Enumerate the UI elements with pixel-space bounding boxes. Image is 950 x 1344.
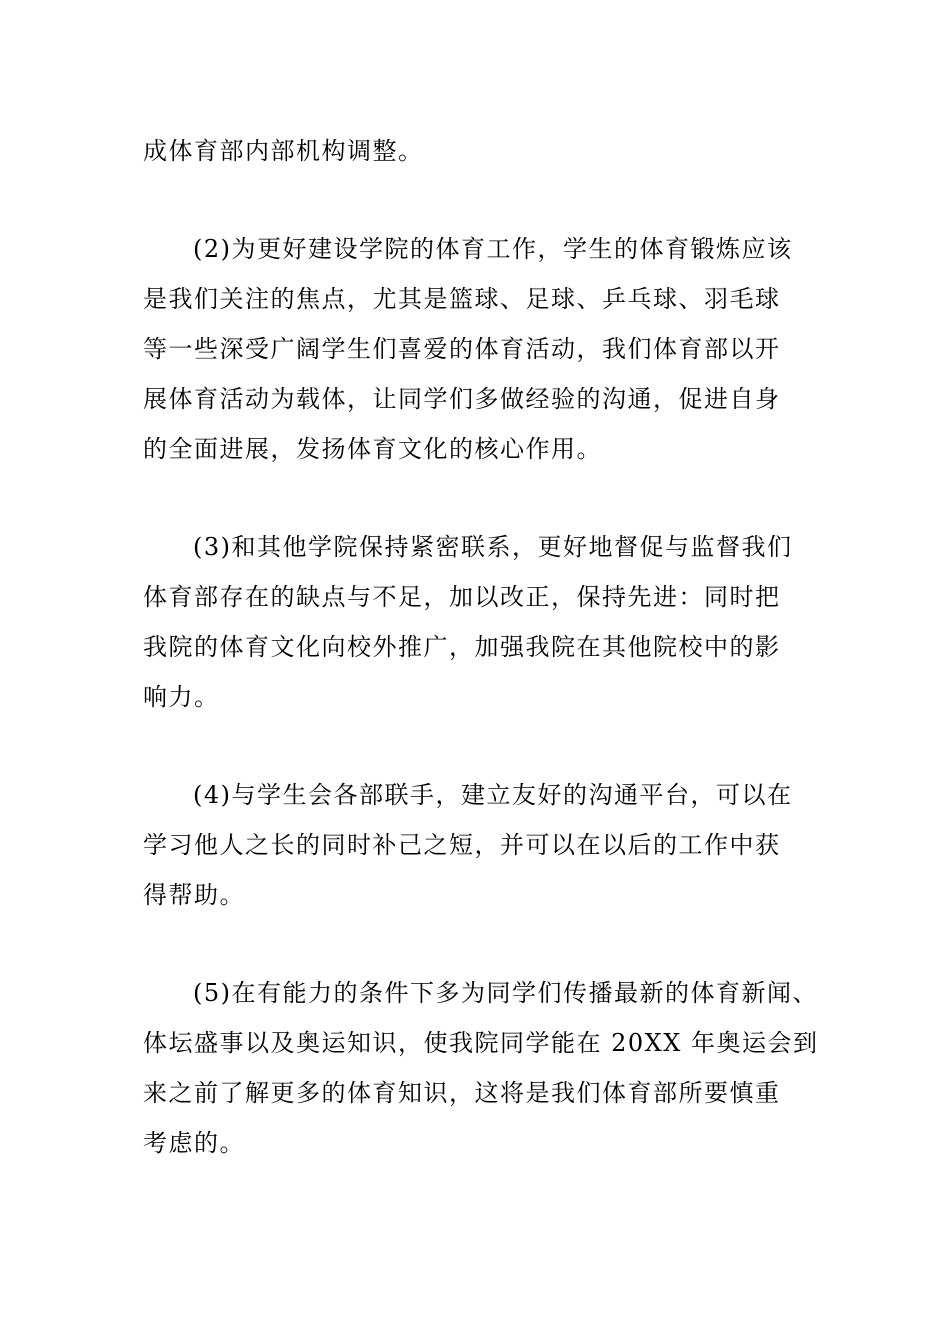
paragraph-line: 响力。 [143,683,220,711]
paragraph-continuation [143,126,823,176]
paragraph-line: 成体育部内部机构调整。 [143,137,424,165]
paragraph-line: (4)与学生会各部联手，建立友好的沟通平台，可以在 [193,781,793,809]
paragraph-line: 等一些深受广阔学生们喜爱的体育活动，我们体育部以开 [143,335,781,363]
paragraph-line: 来之前了解更多的体育知识，这将是我们体育部所要慎重 [143,1079,781,1107]
paragraph-line: (3)和其他学院保持紧密联系，更好地督促与监督我们 [193,533,793,561]
paragraph-line: 的全面进展，发扬体育文化的核心作用。 [143,435,602,463]
paragraph-line: 体育部存在的缺点与不足，加以改正，保持先进：同时把 [143,583,781,611]
paragraph-line: (2)为更好建设学院的体育工作，学生的体育锻炼应该 [193,235,793,263]
paragraph-line: 展体育活动为载体，让同学们多做经验的沟通，促进自身 [143,385,781,413]
paragraph-line: (5)在有能力的条件下多为同学们传播最新的体育新闻、 [193,979,818,1007]
paragraph-line: 得帮助。 [143,881,245,909]
paragraph-line: 考虑的。 [143,1129,245,1157]
paragraph-item-5 [143,968,823,1168]
paragraph-line: 我院的体育文化向校外推广，加强我院在其他院校中的影 [143,633,781,661]
paragraph-item-4 [143,770,823,920]
paragraph-line: 体坛盛事以及奥运知识，使我院同学能在 20XX 年奥运会到 [143,1029,819,1057]
paragraph-line: 是我们关注的焦点，尤其是篮球、足球、乒乓球、羽毛球 [143,285,781,313]
paragraph-item-3 [143,522,823,722]
paragraph-line: 学习他人之长的同时补己之短，并可以在以后的工作中获 [143,831,781,859]
paragraph-item-2 [143,224,823,474]
